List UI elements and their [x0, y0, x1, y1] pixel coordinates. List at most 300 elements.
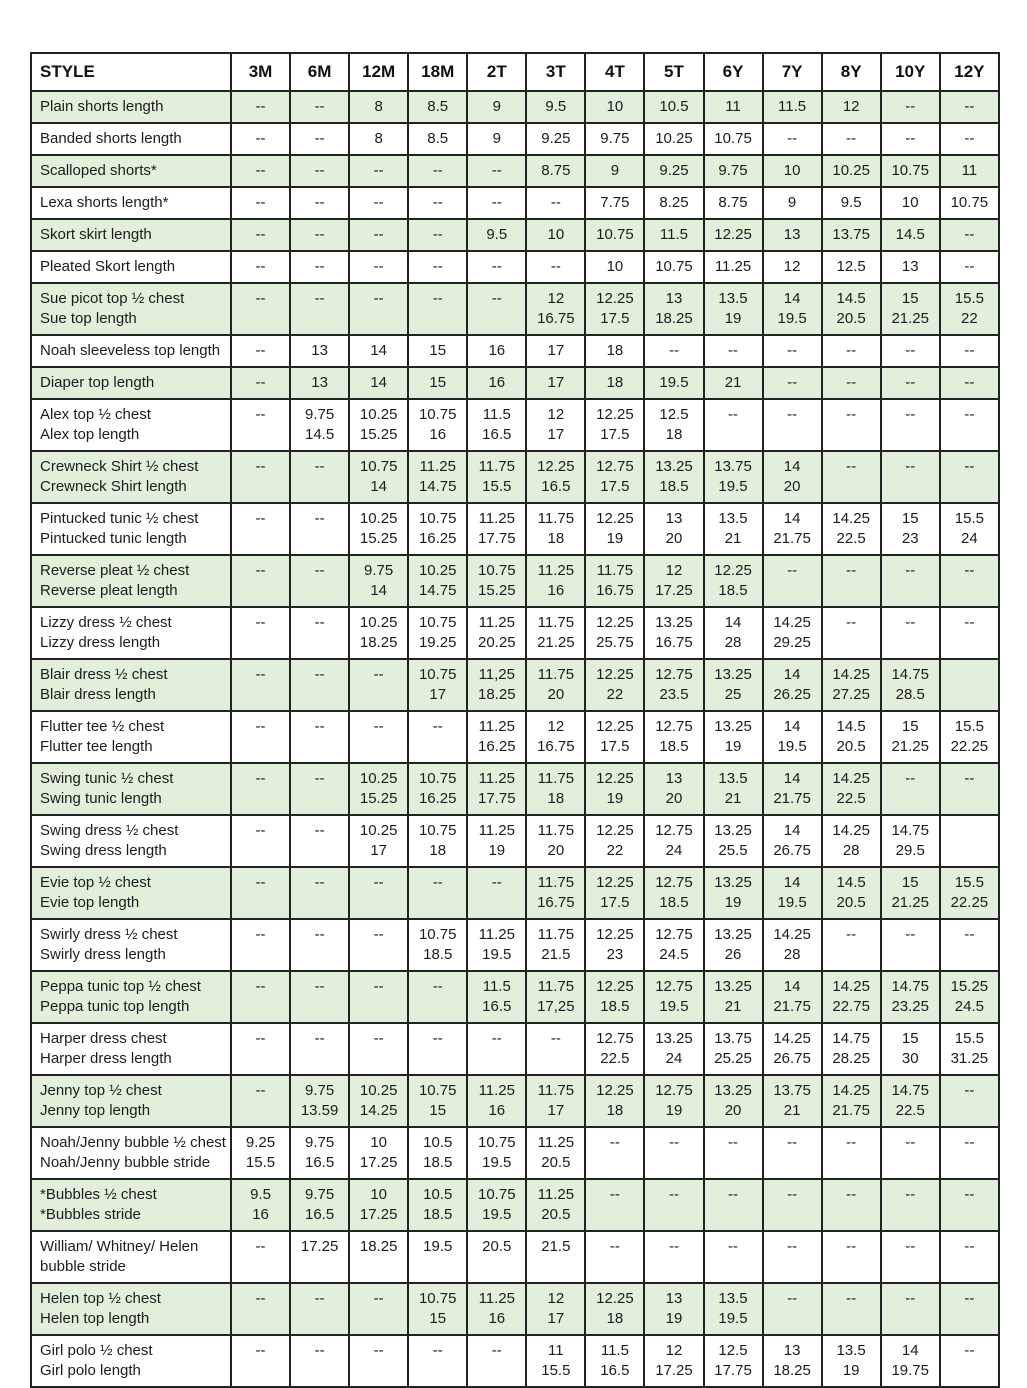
size-value-line: 19.5: [423, 1238, 453, 1255]
size-value-cell: [467, 711, 526, 763]
size-value-line: 22.5: [836, 530, 866, 547]
size-value-cell: [290, 367, 349, 399]
size-value-cell: [467, 1179, 526, 1231]
size-value-line: 23: [901, 530, 919, 547]
size-value-line: --: [314, 874, 325, 891]
size-value-line: --: [314, 226, 325, 243]
size-value-cell: [526, 283, 585, 335]
size-value-line: --: [432, 258, 443, 275]
size-value-line: 9: [610, 162, 620, 179]
size-value-line: 18: [606, 374, 624, 391]
size-value-line: --: [609, 1134, 620, 1151]
size-value-line: 12.5: [659, 406, 689, 423]
size-value-cell: [644, 399, 703, 451]
size-value-cell: [467, 503, 526, 555]
size-value-line: 14.25: [773, 1030, 811, 1047]
size-value-line: --: [846, 130, 857, 147]
size-value-line: 15.25: [359, 426, 398, 443]
size-value-line: --: [964, 614, 975, 631]
size-value-line: 14.25: [832, 1082, 870, 1099]
style-label: [31, 1231, 231, 1283]
size-value-line: 15.25: [950, 978, 989, 995]
size-value-line: 15.5: [954, 290, 984, 307]
size-value-line: 13: [311, 342, 328, 359]
size-value-line: 17: [547, 342, 565, 359]
size-value-line: 11.75: [596, 562, 634, 579]
size-value-line: --: [964, 342, 975, 359]
size-value-line: 10.5: [659, 98, 689, 115]
size-value-line: --: [905, 562, 916, 579]
size-value-cell: [940, 659, 999, 711]
size-value-line: 19.5: [482, 1206, 512, 1223]
size-value-line: 12.75: [596, 458, 634, 475]
size-value-line: --: [314, 1290, 325, 1307]
size-value-cell: [408, 659, 467, 711]
table-row: [31, 919, 999, 971]
size-value-cell: [526, 155, 585, 187]
size-value-cell: [349, 1179, 408, 1231]
size-value-line: 15.5: [954, 874, 984, 891]
size-value-cell: [585, 607, 644, 659]
style-label: [31, 763, 231, 815]
size-value-line: --: [314, 98, 325, 115]
style-label: [31, 1127, 231, 1179]
size-column-header: 6Y: [704, 53, 763, 91]
size-value-line: 16.5: [541, 478, 571, 495]
size-value-line: 14.25: [832, 770, 870, 787]
size-value-line: 10.25: [359, 510, 398, 527]
table-row: [31, 867, 999, 919]
size-value-line: 19: [842, 1362, 860, 1379]
size-value-cell: [763, 91, 822, 123]
size-value-cell: [881, 659, 940, 711]
size-value-line: --: [728, 342, 739, 359]
size-value-cell: [881, 155, 940, 187]
size-value-line: 13.25: [714, 1082, 752, 1099]
size-value-cell: [585, 971, 644, 1023]
style-label: [31, 251, 231, 283]
size-value-line: --: [373, 1030, 384, 1047]
size-value-line: 16.5: [304, 1154, 335, 1171]
size-value-line: --: [255, 162, 266, 179]
size-value-line: --: [255, 770, 266, 787]
style-label-line: Pintucked tunic ½ chest: [40, 510, 199, 527]
size-value-line: 11.5: [482, 406, 511, 423]
style-label-line: Sue picot top ½ chest: [40, 290, 185, 307]
size-value-cell: [881, 971, 940, 1023]
size-column-header: 12Y: [940, 53, 999, 91]
size-value-line: 13: [783, 226, 801, 243]
header-row: [31, 53, 999, 91]
size-value-cell: [349, 815, 408, 867]
style-label-line: Helen top ½ chest: [40, 1290, 161, 1307]
size-value-cell: [290, 815, 349, 867]
size-value-line: 24: [665, 842, 683, 859]
size-value-line: --: [964, 562, 975, 579]
size-value-cell: [940, 219, 999, 251]
size-value-cell: [526, 335, 585, 367]
size-value-line: --: [787, 342, 798, 359]
size-value-cell: [644, 1179, 703, 1231]
size-value-line: 17.5: [600, 738, 630, 755]
size-value-line: 18.5: [423, 1206, 453, 1223]
size-value-cell: [231, 187, 290, 219]
size-value-line: 14: [370, 478, 387, 495]
size-value-cell: [231, 659, 290, 711]
size-value-line: 14.25: [832, 978, 870, 995]
size-value-cell: [940, 1075, 999, 1127]
size-value-cell: [644, 283, 703, 335]
size-value-cell: [644, 1023, 703, 1075]
size-value-line: 13.25: [714, 874, 752, 891]
size-value-line: 13.5: [836, 1342, 866, 1359]
size-value-line: 12.75: [655, 874, 693, 891]
size-value-cell: [881, 123, 940, 155]
size-value-cell: [231, 367, 290, 399]
style-label-line: Pintucked tunic length: [40, 530, 187, 547]
size-value-line: 14: [370, 582, 387, 599]
size-value-cell: [644, 659, 703, 711]
size-value-line: --: [491, 874, 502, 891]
size-value-cell: [526, 503, 585, 555]
size-value-line: 10.75: [478, 1134, 516, 1151]
size-value-line: --: [787, 374, 798, 391]
size-value-line: 23: [606, 946, 624, 963]
size-value-cell: [822, 123, 881, 155]
size-value-line: --: [255, 978, 266, 995]
size-value-cell: [881, 1127, 940, 1179]
size-chart-table: [30, 52, 1000, 1388]
size-value-cell: [290, 219, 349, 251]
size-value-line: 19: [606, 790, 624, 807]
size-value-cell: [763, 1283, 822, 1335]
size-value-line: 11.25: [537, 1186, 575, 1203]
size-value-line: 14.25: [773, 614, 811, 631]
table-row: [31, 659, 999, 711]
size-value-line: 17.25: [300, 1238, 339, 1255]
size-value-cell: [408, 1179, 467, 1231]
style-label-line: Blair dress ½ chest: [40, 666, 168, 683]
size-value-cell: [526, 555, 585, 607]
size-value-cell: [585, 763, 644, 815]
style-label: [31, 219, 231, 251]
style-label: [31, 1283, 231, 1335]
size-value-line: 15.5: [954, 718, 984, 735]
size-value-line: 26.75: [773, 842, 811, 859]
size-value-line: 26.25: [773, 686, 811, 703]
size-value-line: --: [255, 258, 266, 275]
size-value-cell: [881, 251, 940, 283]
size-value-cell: [940, 1127, 999, 1179]
size-value-cell: [940, 399, 999, 451]
size-value-line: 28.5: [895, 686, 925, 703]
style-label-line: Noah/Jenny bubble stride: [40, 1154, 211, 1171]
size-value-line: 12.75: [655, 822, 693, 839]
size-value-cell: [408, 251, 467, 283]
size-value-cell: [822, 451, 881, 503]
size-value-line: 11.75: [537, 1082, 575, 1099]
size-column-header: 10Y: [881, 53, 940, 91]
size-value-line: 20.5: [836, 310, 866, 327]
size-value-line: 25.25: [714, 1050, 752, 1067]
size-value-line: 12.25: [537, 458, 575, 475]
size-value-line: --: [432, 194, 443, 211]
style-label: [31, 91, 231, 123]
style-label-line: Reverse pleat length: [40, 582, 178, 599]
table-row: [31, 251, 999, 283]
size-value-cell: [704, 1283, 763, 1335]
size-value-line: 12.25: [596, 718, 634, 735]
size-value-cell: [704, 711, 763, 763]
table-body: [31, 91, 999, 1387]
size-value-cell: [231, 1335, 290, 1387]
size-value-line: 14.25: [359, 1102, 398, 1119]
size-value-cell: [704, 451, 763, 503]
size-value-cell: [644, 335, 703, 367]
size-column-header: 7Y: [763, 53, 822, 91]
size-value-line: 16.25: [418, 790, 457, 807]
size-value-line: 11.75: [537, 874, 575, 891]
size-value-line: 14.25: [832, 822, 870, 839]
size-value-cell: [644, 251, 703, 283]
size-value-line: --: [314, 666, 325, 683]
style-label-line: Swing tunic ½ chest: [40, 770, 174, 787]
size-value-cell: [881, 867, 940, 919]
size-value-line: 11.25: [478, 510, 515, 527]
size-value-line: 15.5: [245, 1154, 276, 1171]
style-label: [31, 815, 231, 867]
size-value-line: 9.75: [304, 1082, 335, 1099]
size-value-cell: [585, 1075, 644, 1127]
size-value-cell: [585, 867, 644, 919]
size-value-cell: [644, 711, 703, 763]
size-value-cell: [408, 451, 467, 503]
size-value-line: 21.75: [832, 1102, 870, 1119]
size-value-line: --: [787, 1290, 798, 1307]
size-value-line: 11.25: [419, 458, 456, 475]
size-value-cell: [526, 711, 585, 763]
size-value-cell: [940, 187, 999, 219]
size-value-cell: [290, 971, 349, 1023]
size-value-cell: [644, 1127, 703, 1179]
size-value-cell: [763, 187, 822, 219]
size-value-line: --: [373, 1290, 384, 1307]
style-label-line: Evie top length: [40, 894, 140, 911]
size-value-line: --: [255, 926, 266, 943]
size-value-line: 17.75: [478, 530, 516, 547]
size-value-line: --: [255, 1238, 266, 1255]
size-value-cell: [526, 919, 585, 971]
size-value-line: 16: [488, 342, 506, 359]
size-value-line: 10.75: [418, 614, 457, 631]
size-value-cell: [881, 1075, 940, 1127]
size-value-cell: [231, 335, 290, 367]
size-value-line: 24: [961, 530, 978, 547]
table-row: [31, 1075, 999, 1127]
size-value-line: 9.25: [541, 130, 571, 147]
size-value-line: --: [255, 194, 266, 211]
style-label: [31, 971, 231, 1023]
size-value-cell: [585, 451, 644, 503]
size-value-line: 10: [606, 98, 624, 115]
size-value-line: --: [255, 510, 266, 527]
size-value-line: 14: [370, 342, 387, 359]
size-value-cell: [881, 919, 940, 971]
size-value-line: 19: [488, 842, 506, 859]
size-value-line: --: [905, 1134, 916, 1151]
size-value-line: 14: [901, 1342, 919, 1359]
size-value-cell: [349, 219, 408, 251]
size-value-cell: [940, 607, 999, 659]
size-value-cell: [290, 1127, 349, 1179]
size-value-line: 13.5: [718, 770, 748, 787]
size-value-cell: [467, 1283, 526, 1335]
size-value-cell: [763, 1127, 822, 1179]
size-value-line: 13.25: [655, 614, 693, 631]
size-value-line: 18.25: [655, 310, 693, 327]
size-value-line: 16.25: [478, 738, 516, 755]
size-value-line: --: [846, 926, 857, 943]
size-value-line: 26.75: [773, 1050, 811, 1067]
size-value-cell: [290, 503, 349, 555]
size-value-cell: [763, 123, 822, 155]
size-value-cell: [231, 1127, 290, 1179]
size-value-line: 14.5: [836, 290, 866, 307]
size-value-cell: [290, 711, 349, 763]
size-value-cell: [881, 763, 940, 815]
size-value-line: 18.5: [659, 738, 689, 755]
size-value-cell: [526, 607, 585, 659]
size-value-line: 19: [665, 1310, 683, 1327]
size-column-header: 4T: [585, 53, 644, 91]
size-value-cell: [881, 1283, 940, 1335]
size-value-cell: [349, 187, 408, 219]
size-value-line: --: [905, 1290, 916, 1307]
size-value-line: 11.25: [478, 822, 515, 839]
size-value-line: 12.75: [596, 1030, 634, 1047]
size-value-cell: [290, 187, 349, 219]
size-value-cell: [231, 283, 290, 335]
size-value-line: --: [964, 1342, 975, 1359]
size-value-line: 17: [547, 426, 565, 443]
size-value-line: --: [314, 562, 325, 579]
size-value-line: --: [846, 458, 857, 475]
size-value-line: 8.75: [718, 194, 748, 211]
size-value-line: --: [905, 770, 916, 787]
size-value-line: --: [255, 290, 266, 307]
size-value-line: 21.5: [541, 1238, 571, 1255]
size-value-cell: [349, 1335, 408, 1387]
size-value-line: --: [314, 162, 325, 179]
size-value-cell: [467, 283, 526, 335]
size-value-line: 10.25: [359, 770, 398, 787]
size-value-cell: [231, 251, 290, 283]
size-value-line: 11.25: [478, 614, 515, 631]
style-label-line: Crewneck Shirt length: [40, 478, 187, 495]
size-value-line: 21.25: [891, 310, 929, 327]
size-value-line: 8: [374, 98, 383, 115]
table-row: [31, 1023, 999, 1075]
size-value-cell: [585, 187, 644, 219]
size-value-line: --: [491, 194, 502, 211]
size-value-cell: [290, 283, 349, 335]
size-value-cell: [644, 763, 703, 815]
size-value-cell: [940, 1283, 999, 1335]
size-value-cell: [290, 123, 349, 155]
size-value-line: 8.5: [427, 98, 449, 115]
size-value-line: 14: [783, 718, 801, 735]
size-value-line: 11.75: [537, 510, 575, 527]
size-value-line: 15: [429, 1102, 447, 1119]
size-value-line: 16.75: [537, 310, 575, 327]
size-value-line: 11.75: [478, 458, 515, 475]
size-value-cell: [585, 251, 644, 283]
size-value-line: --: [905, 458, 916, 475]
size-value-line: --: [846, 1186, 857, 1203]
style-label-line: Alex top ½ chest: [40, 406, 151, 423]
size-value-line: 9.5: [486, 226, 508, 243]
size-value-line: 29.5: [895, 842, 925, 859]
style-label-line: *Bubbles stride: [40, 1206, 141, 1223]
size-value-cell: [408, 155, 467, 187]
size-value-line: 10: [370, 1186, 387, 1203]
size-value-line: 12.25: [596, 1290, 634, 1307]
size-value-line: 20: [547, 842, 565, 859]
table-row: [31, 1231, 999, 1283]
size-value-line: 14.75: [891, 978, 929, 995]
size-value-line: --: [255, 1030, 266, 1047]
size-value-line: 25.5: [718, 842, 748, 859]
size-value-cell: [763, 815, 822, 867]
size-value-line: 13: [665, 1290, 683, 1307]
size-value-cell: [290, 1335, 349, 1387]
size-value-cell: [349, 919, 408, 971]
size-value-line: --: [905, 1186, 916, 1203]
size-value-line: 11.25: [537, 562, 575, 579]
size-value-cell: [763, 607, 822, 659]
size-value-line: --: [668, 342, 679, 359]
style-label-line: *Bubbles ½ chest: [40, 1186, 157, 1203]
table-row: [31, 399, 999, 451]
size-value-cell: [467, 367, 526, 399]
size-value-line: --: [373, 926, 384, 943]
size-value-cell: [349, 155, 408, 187]
size-value-line: --: [787, 1134, 798, 1151]
size-value-cell: [408, 283, 467, 335]
size-value-cell: [349, 1127, 408, 1179]
size-value-cell: [940, 155, 999, 187]
size-value-line: 11.25: [478, 718, 515, 735]
size-value-cell: [763, 867, 822, 919]
style-label-line: Swing tunic length: [40, 790, 162, 807]
style-label-line: Sue top length: [40, 310, 137, 327]
size-value-line: 12.25: [596, 510, 634, 527]
size-value-line: --: [314, 1342, 325, 1359]
size-value-line: --: [255, 342, 266, 359]
size-value-line: 14.25: [832, 510, 870, 527]
style-label-line: Flutter tee length: [40, 738, 153, 755]
size-value-cell: [881, 451, 940, 503]
size-value-line: 9.25: [245, 1134, 276, 1151]
size-value-line: 20.5: [541, 1154, 571, 1171]
size-value-line: --: [905, 406, 916, 423]
size-value-cell: [822, 91, 881, 123]
size-value-line: --: [432, 162, 443, 179]
size-value-line: 9: [492, 130, 501, 147]
size-value-line: 22.75: [832, 998, 870, 1015]
size-value-line: 11.25: [537, 1134, 575, 1151]
size-value-cell: [290, 1283, 349, 1335]
